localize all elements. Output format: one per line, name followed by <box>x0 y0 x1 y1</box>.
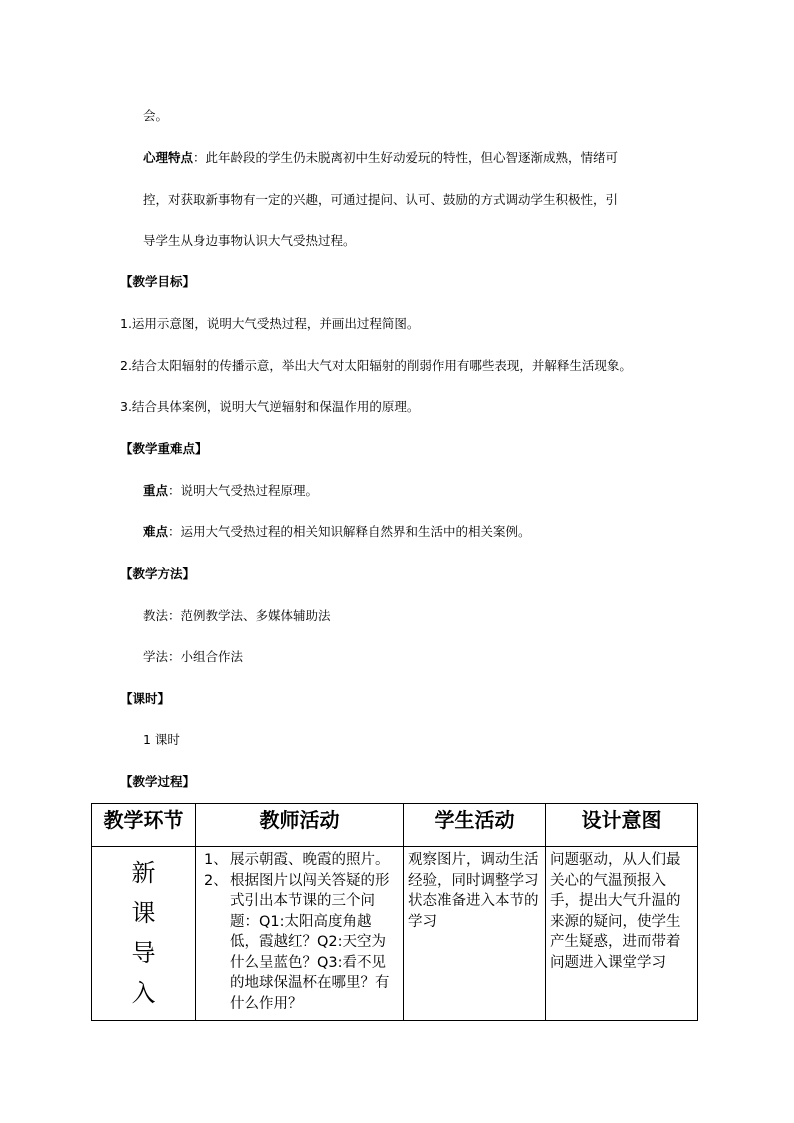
psych-line-2: 控，对获取新事物有一定的兴趣，可通过提问、认可、鼓励的方式调动学生积极性，引 <box>143 192 619 207</box>
student-activity-cell: 观察图片，调动生活经验，同时调整学习状态准备进入本节的学习 <box>404 847 546 1021</box>
teach-method: 教法：范例教学法、多媒体辅助法 <box>143 608 331 623</box>
methods-heading: 【教学方法】 <box>120 566 196 581</box>
header-stage: 教学环节 <box>92 804 196 847</box>
header-intent: 设计意图 <box>546 804 698 847</box>
psych-label: 心理特点 <box>143 150 194 165</box>
stage-char: 课 <box>131 899 156 927</box>
goals-heading: 【教学目标】 <box>120 274 196 289</box>
list-item <box>200 850 399 871</box>
teacher-activity-cell <box>196 847 404 1021</box>
table-header-row <box>92 804 698 847</box>
learn-method: 学法：小组合作法 <box>143 649 244 664</box>
stage-cell <box>92 847 196 1021</box>
list-item <box>200 871 399 1015</box>
key-point <box>143 483 318 499</box>
item-number: 2、 <box>204 872 228 889</box>
continuation-line: 会。 <box>143 108 169 123</box>
psych-line-3: 导学生从身边事物认识大气受热过程。 <box>143 233 356 248</box>
goal-3: 3.结合具体案例，说明大气逆辐射和保温作用的原理。 <box>120 399 420 414</box>
header-teacher: 教师活动 <box>196 804 404 847</box>
hours-heading: 【课时】 <box>120 691 171 706</box>
stage-char: 入 <box>131 979 156 1007</box>
table-row <box>92 847 698 1021</box>
header-student: 学生活动 <box>404 804 546 847</box>
diff-text: ：运用大气受热过程的相关知识解释自然界和生活中的相关案例。 <box>168 524 531 539</box>
lesson-process-table <box>91 803 698 1021</box>
key-label: 重点 <box>143 483 169 498</box>
item-number: 1、 <box>204 852 228 868</box>
key-text: ：说明大气受热过程原理。 <box>168 483 319 498</box>
psych-text-1: ：此年龄段的学生仍未脱离初中生好动爱玩的特性，但心智逐渐成熟，情绪可 <box>193 150 619 165</box>
difficult-point <box>143 524 531 540</box>
item-text: 根据图片以闯关答疑的形式引出本节课的三个问题：Q1:太阳高度角越低，霞越红？Q2:天空为什么呈蓝色？Q3:看不见的地球保温杯在哪里？有什么作用？ <box>230 872 390 1012</box>
psych-line-1 <box>143 150 618 166</box>
stage-char: 导 <box>131 939 156 967</box>
goal-1: 1.运用示意图，说明大气受热过程，并画出过程简图。 <box>120 316 420 331</box>
stage-char: 新 <box>131 859 156 887</box>
keypoints-heading: 【教学重难点】 <box>120 441 208 456</box>
hours-text: 1 课时 <box>143 732 180 747</box>
design-intent-cell: 问题驱动，从人们最关心的气温预报入手，提出大气升温的来源的疑问，使学生产生疑惑，进而带着问题进入课堂学习 <box>546 847 698 1021</box>
item-text: 展示朝霞、晚霞的照片。 <box>230 852 390 868</box>
goal-2: 2.结合太阳辐射的传播示意，举出大气对太阳辐射的削弱作用有哪些表现，并解释生活现象。 <box>120 358 632 373</box>
diff-label: 难点 <box>143 524 169 539</box>
process-heading: 【教学过程】 <box>120 774 196 789</box>
